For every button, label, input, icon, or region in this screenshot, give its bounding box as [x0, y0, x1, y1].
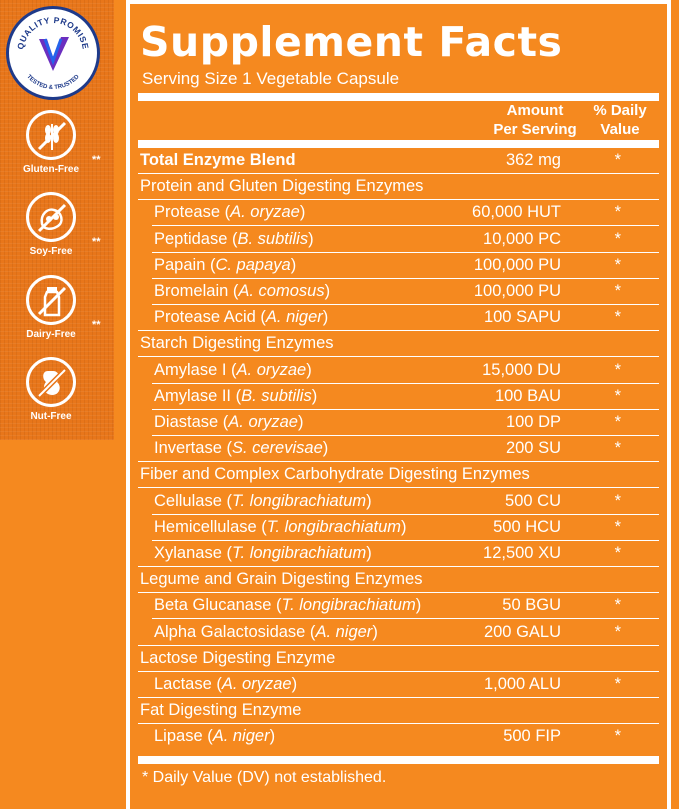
daily-value: *	[614, 596, 621, 615]
quality-promise-seal	[6, 6, 100, 100]
name-text: Invertase (	[154, 439, 232, 458]
latin-name: A. niger	[315, 622, 373, 641]
nutrient-name	[154, 623, 378, 642]
enzyme-category-row	[138, 331, 659, 357]
name-tail: )	[324, 282, 331, 300]
latin-name: A. oryzae	[228, 413, 298, 431]
nutrient-row	[138, 620, 659, 646]
name-text: Legume and Grain Digesting Enzymes	[140, 570, 423, 589]
nutrient-name	[140, 334, 334, 353]
badge-stars: **	[92, 236, 101, 248]
amount-value: 200 GALU	[483, 622, 561, 641]
amount-value: 100,000 PU	[473, 282, 561, 300]
nutrient-row	[138, 410, 659, 436]
total-row	[138, 148, 659, 174]
daily-value: *	[614, 544, 621, 562]
name-tail: )	[269, 727, 276, 746]
latin-name: A. oryzae	[221, 675, 292, 693]
soybean-icon	[34, 200, 70, 236]
daily-value: *	[614, 308, 621, 327]
enzyme-category-row	[138, 174, 659, 200]
nutrient-name	[154, 544, 372, 563]
latin-name: A. niger	[265, 308, 323, 327]
amount-value: 500 HCU	[493, 517, 561, 536]
name-text: Cellulase (	[154, 491, 232, 510]
nutrient-row	[138, 227, 659, 253]
peanut-icon	[34, 365, 70, 401]
name-text: Protease Acid (	[154, 308, 266, 327]
latin-name: A. oryzae	[236, 360, 307, 379]
name-text: Fat Digesting Enzyme	[140, 701, 302, 720]
latin-name: B. subtilis	[241, 386, 312, 405]
daily-value: *	[614, 413, 621, 431]
name-tail: )	[372, 622, 378, 641]
badge-label: Nut-Free	[30, 411, 72, 422]
nutrient-name	[140, 177, 423, 196]
nutrient-row	[138, 593, 659, 619]
daily-value: *	[614, 491, 621, 510]
latin-name: C. papaya	[215, 255, 291, 274]
latin-name: S. cerevisae	[231, 439, 323, 458]
name-tail: )	[322, 439, 329, 458]
amount-value: 100,000 PU	[473, 255, 561, 274]
nutrient-name	[140, 570, 422, 589]
name-text: Alpha Galactosidase (	[154, 622, 316, 641]
name-tail: )	[366, 544, 372, 562]
amount-value: 100 SAPU	[483, 308, 561, 327]
seal-bottom-text: TESTED & TRUSTED	[25, 73, 81, 92]
badge-stars: **	[92, 319, 101, 331]
thick-divider	[138, 756, 659, 764]
name-text: Bromelain (	[154, 282, 239, 300]
svg-text:TESTED & TRUSTED	[25, 73, 81, 91]
daily-value: *	[614, 439, 621, 458]
thick-divider	[138, 93, 659, 101]
nutrient-name	[154, 282, 330, 301]
name-text: Protease (	[154, 203, 231, 222]
nutrient-name	[154, 492, 372, 511]
name-tail: )	[401, 517, 407, 536]
amount-value: 12,500 XU	[483, 544, 561, 562]
name-text: Amylase I (	[154, 360, 237, 379]
daily-value: *	[614, 727, 621, 746]
amount-header: Amount Per Serving	[493, 102, 577, 138]
daily-value: *	[614, 151, 621, 169]
nutrient-name	[154, 439, 328, 458]
thick-divider	[138, 140, 659, 148]
nutrient-name	[154, 256, 296, 275]
daily-value: *	[614, 517, 621, 536]
supplement-facts-panel	[126, 0, 671, 809]
amount-value: 362 mg	[505, 151, 561, 169]
latin-name: B. subtilis	[237, 229, 309, 248]
name-tail: )	[366, 491, 372, 510]
enzyme-category-row	[138, 462, 659, 488]
name-text: Lactose Digesting Enzyme	[140, 648, 336, 667]
nutrient-name	[154, 230, 314, 249]
amount-value: 100 DP	[505, 413, 561, 431]
name-text: Beta Glucanase (	[154, 596, 282, 615]
latin-name: A. oryzae	[230, 203, 300, 222]
name-tail: )	[299, 203, 306, 222]
name-tail: )	[322, 308, 329, 327]
name-tail: )	[297, 413, 304, 431]
enzyme-category-row	[138, 567, 659, 593]
badge-label: Dairy-Free	[26, 329, 76, 340]
nutrient-name	[154, 361, 312, 380]
latin-name: A. niger	[212, 727, 270, 746]
name-tail: )	[291, 675, 298, 693]
name-text: Hemicellulase (	[154, 517, 267, 536]
nutrient-row	[138, 724, 659, 750]
name-text: Total Enzyme Blend	[140, 151, 296, 169]
name-text: Diastase (	[154, 413, 229, 431]
name-tail: )	[311, 386, 318, 405]
nutrient-name	[154, 596, 421, 615]
latin-name: T. longibrachiatum	[231, 544, 367, 562]
serving-size: Serving Size 1 Vegetable Capsule	[142, 69, 400, 88]
amount-value: 500 CU	[505, 491, 561, 510]
nutrient-row	[138, 279, 659, 305]
allergen-sidebar	[0, 0, 114, 440]
nutrient-name	[140, 701, 301, 720]
nutrient-row	[138, 358, 659, 384]
badge-stars: **	[92, 154, 101, 166]
badge-label: Gluten-Free	[22, 164, 80, 175]
nutrient-row	[138, 384, 659, 410]
wheat-icon	[34, 118, 70, 154]
daily-value: *	[614, 229, 621, 248]
amount-value: 60,000 HUT	[472, 203, 561, 222]
nutrient-name	[140, 649, 335, 668]
latin-name: T. longibrachiatum	[266, 517, 402, 536]
nutrient-name	[154, 518, 407, 537]
daily-value: *	[614, 675, 621, 693]
name-text: Amylase II (	[154, 386, 242, 405]
name-tail: )	[415, 596, 422, 615]
nutrient-row	[138, 200, 659, 226]
daily-value: *	[614, 386, 621, 405]
enzyme-category-row	[138, 646, 659, 672]
nutrient-name	[154, 308, 328, 327]
name-text: Lipase (	[154, 727, 213, 746]
nutrient-name	[154, 727, 275, 746]
name-tail: )	[308, 229, 314, 248]
name-tail: )	[306, 360, 312, 379]
nutrient-name	[154, 203, 305, 222]
amount-value: 200 SU	[505, 439, 561, 458]
amount-value: 1,000 ALU	[483, 675, 561, 693]
latin-name: T. longibrachiatum	[231, 491, 367, 510]
seal-top-text: QUALITY PROMISE	[15, 14, 91, 51]
nutrient-row	[138, 672, 659, 698]
nutrient-name	[154, 413, 303, 432]
daily-value: *	[614, 255, 621, 274]
amount-value: 50 BGU	[502, 596, 561, 615]
nutrient-row	[138, 436, 659, 462]
milk-bottle-icon	[34, 283, 70, 319]
nutrient-name	[154, 675, 297, 694]
badge-label: Soy-Free	[29, 246, 73, 257]
latin-name: T. longibrachiatum	[281, 596, 416, 615]
name-text: Papain (	[154, 255, 216, 274]
name-text: Fiber and Complex Carbohydrate Digesting Enzymes	[140, 465, 530, 484]
latin-name: A. comosus	[238, 282, 325, 300]
daily-value: *	[614, 282, 621, 300]
amount-value: 500 FIP	[503, 727, 561, 746]
name-text: Xylanase (	[154, 544, 232, 562]
name-text: Lactase (	[154, 675, 222, 693]
footnote: * Daily Value (DV) not established.	[142, 769, 387, 786]
name-tail: )	[290, 255, 297, 274]
nutrient-row	[138, 253, 659, 279]
nutrient-name	[140, 151, 296, 170]
nutrient-name	[140, 465, 530, 484]
enzyme-category-row	[138, 698, 659, 724]
svg-text:QUALITY PROMISE	[15, 15, 91, 50]
nutrient-name	[154, 387, 317, 406]
amount-value: 10,000 PC	[483, 229, 561, 248]
name-text: Protein and Gluten Digesting Enzymes	[140, 177, 424, 196]
panel-title: Supplement Facts	[140, 18, 563, 66]
nutrient-row	[138, 489, 659, 515]
amount-value: 15,000 DU	[482, 360, 561, 379]
nutrient-row	[138, 541, 659, 567]
daily-value: *	[614, 203, 621, 222]
nutrient-row	[138, 305, 659, 331]
name-text: Starch Digesting Enzymes	[140, 334, 334, 353]
nutrient-row	[138, 515, 659, 541]
amount-value: 100 BAU	[494, 386, 561, 405]
daily-value: *	[614, 622, 621, 641]
name-text: Peptidase (	[154, 229, 238, 248]
daily-value-header: % Daily Value	[593, 102, 647, 138]
daily-value: *	[614, 360, 621, 379]
